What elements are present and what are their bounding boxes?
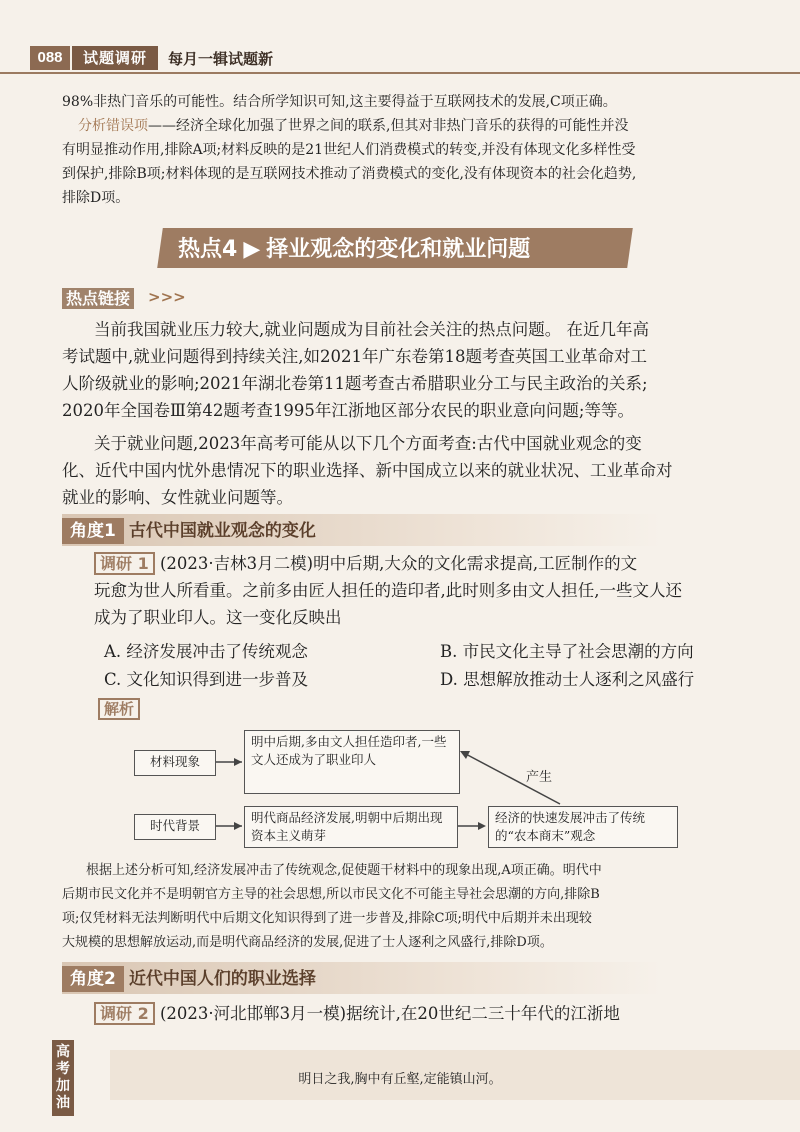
play-arrow-icon: ▶ [243,237,261,262]
analysis-line: 排除D项。 [62,190,130,206]
intro-line: 98%非热门音乐的可能性。结合所学知识可知,这主要得益于互联网技术的发展,C项正确。 [62,94,617,110]
hot-paragraph-line: 考试题中,就业问题得到持续关注,如2021年广东卷第18题考查英国工业革命对工 [62,347,647,366]
option-b: B. 市民文化主导了社会思潮的方向 [440,642,694,661]
hot-paragraph-line: 2020年全国卷Ⅲ第42题考查1995年江浙地区部分农民的职业意向问题;等等。 [62,401,634,420]
hot-paragraph-line: 人阶级就业的影响;2021年湖北卷第11题考查古希腊职业分工与民主政治的关系; [62,374,648,393]
hot-paragraph: 关于就业问题,2023年高考可能从以下几个方面考查:古代中国就业观念的变 [94,434,642,453]
question-line: 调研 2 (2023·河北邯郸3月一模)据统计,在20世纪二三十年代的江浙地 [94,1000,620,1027]
angle-title: 近代中国人们的职业选择 [128,969,316,989]
section-label: 试题调研 [72,46,158,70]
hot-paragraph-line: 就业的影响、女性就业问题等。 [62,488,293,507]
result-box: 经济的快速发展冲击了传统的“农本商末”观念 [488,806,678,848]
explanation-line: 根据上述分析可知,经济发展冲击了传统观念,促使题干材料中的现象出现,A项正确。明代中 [86,863,602,878]
analysis-tag: 解析 [98,698,140,719]
angle-title: 古代中国就业观念的变化 [128,521,316,541]
angle-tag: 角度1 [62,518,124,544]
arrow-label: 产生 [526,770,553,785]
option-d: D. 思想解放推动士人逐利之风盛行 [440,670,695,689]
explanation-line: 大规模的思想解放运动,而是明代商品经济的发展,促进了士人逐利之风盛行,排除D项。 [62,935,553,950]
question-line: 调研 1 (2023·吉林3月二模)明中后期,大众的文化需求提高,工匠制作的文 [94,550,637,577]
material-label-box: 材料现象 [134,750,216,776]
side-tab: 高考加油 [52,1040,74,1116]
footer-motto: 明日之我,胸中有丘壑,定能镇山河。 [298,1072,502,1087]
option-a: A. 经济发展冲击了传统观念 [104,642,308,661]
magazine-slogan: 每月一辑试题新 [168,50,274,68]
question-line: 成为了职业印人。这一变化反映出 [94,608,342,627]
analysis-label: 分析错误项 [78,118,148,134]
option-c: C. 文化知识得到进一步普及 [104,670,309,689]
hot-paragraph-line: 化、近代中国内忧外患情况下的职业选择、新中国成立以来的就业状况、工业革命对 [62,461,673,480]
research-tag: 调研 1 [94,552,155,575]
question-line: 玩愈为世人所看重。之前多由匠人担任的造印者,此时则多由文人担任,一些文人还 [94,581,682,600]
analysis-text: ——经济全球化加强了世界之间的联系,但其对非热门音乐的获得的可能性并没 [148,118,629,134]
explanation-line: 项;仅凭材料无法判断明代中后期文化知识得到了进一步普及,排除C项;明代中后期并未出现较 [62,911,592,926]
hot-topic-prefix: 热点4 [178,237,238,262]
hot-paragraph: 当前我国就业压力较大,就业问题成为目前社会关注的热点问题。 在近几年高 [94,320,649,339]
analysis-line: 有明显推动作用,排除A项;材料反映的是21世纪人们消费模式的转变,并没有体现文化多样性受 [62,142,636,158]
angle-heading [62,964,316,989]
triple-arrow-icon: >>> [148,288,186,306]
research-tag: 调研 2 [94,1002,155,1025]
material-box: 明中后期,多由文人担任造印者,一些文人还成为了职业印人 [244,730,460,794]
hot-link-label: 热点链接 [62,286,134,309]
explanation-line: 后期市民文化并不是明朝官方主导的社会思想,所以市民文化不可能主导社会思潮的方向,排除B [62,887,600,902]
page-number: 088 [30,46,70,70]
angle-tag: 角度2 [62,966,124,992]
hot-topic-heading: 择业观念的变化和就业问题 [266,237,531,262]
analysis-line: 到保护,排除B项;材料体现的是互联网技术推动了消费模式的变化,没有体现资本的社会化趋势, [62,166,637,182]
background-label-box: 时代背景 [134,814,216,840]
background-box: 明代商品经济发展,明朝中后期出现资本主义萌芽 [244,806,458,848]
